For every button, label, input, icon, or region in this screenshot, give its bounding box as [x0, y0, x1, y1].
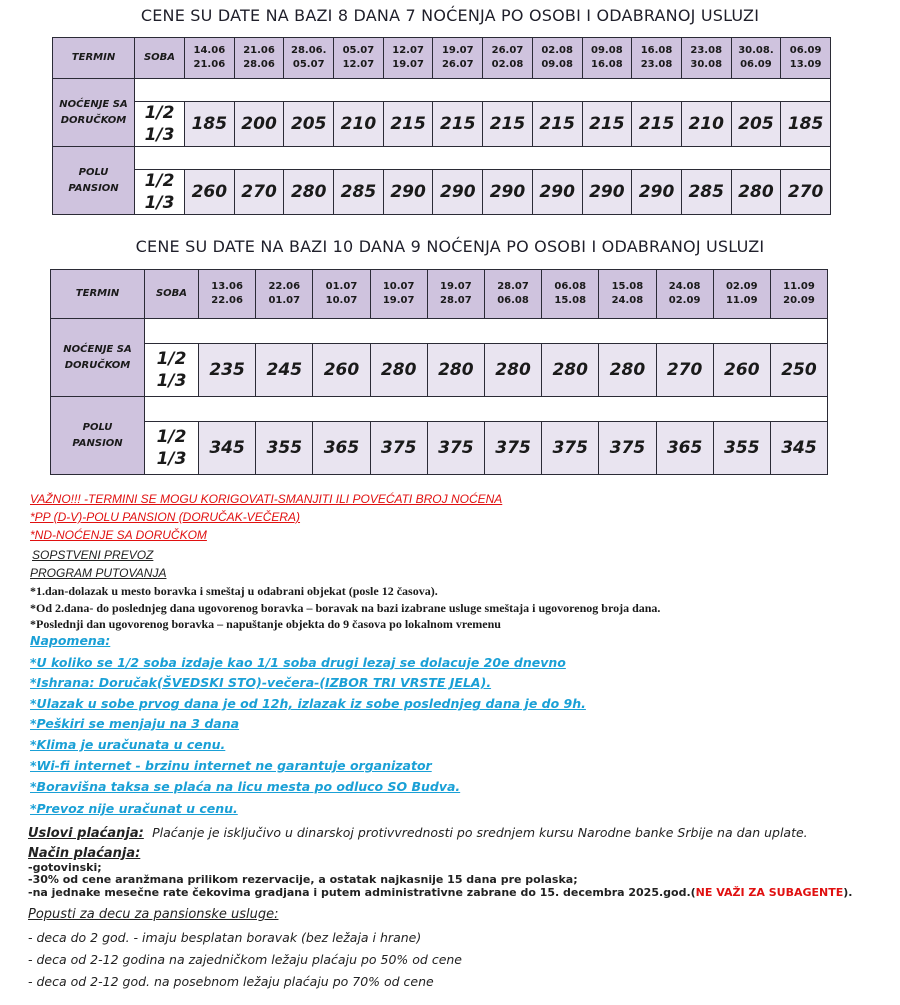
price-cell: 280	[370, 344, 427, 397]
price-cell: 280	[599, 344, 656, 397]
payment-terms-text: Plaćanje je isključivo u dinarskoj protivvrednosti po srednjem kursu Narodne banke Srbije na dan uplate.	[152, 825, 808, 840]
half-board-label: POLU PANSION	[53, 147, 135, 215]
napomena-item: *Boravišna taksa se plaća na licu mesta po odluco SO Budva.	[30, 779, 461, 794]
price-cell: 365	[656, 422, 713, 475]
spacer-cell	[145, 319, 828, 344]
room-type-cell: 1/2 1/3	[145, 344, 199, 397]
napomena-title: Napomena:	[30, 633, 111, 648]
price-cell: 345	[770, 422, 827, 475]
price-cell: 260	[313, 344, 370, 397]
discounts-title: Popusti za decu za pansionske usluge:	[28, 907, 279, 922]
price-cell: 290	[383, 170, 433, 215]
spacer-cell	[145, 397, 828, 422]
price-cell: 270	[781, 170, 831, 215]
napomena-item: *Prevoz nije uračunat u cenu.	[30, 801, 238, 816]
payment-method-line: -gotovinski;	[28, 861, 102, 874]
note-important: VAŽNO!!! -TERMINI SE MOGU KORIGOVATI-SMANJITI ILI POVEĆATI BROJ NOĆENA	[30, 492, 503, 506]
price-cell: 375	[484, 422, 541, 475]
price-cell: 375	[599, 422, 656, 475]
date-range-header: 02.08 09.08	[532, 38, 582, 79]
table2-title: CENE SU DATE NA BAZI 10 DANA 9 NOĆENJA PO OSOBI I ODABRANOJ USLUZI	[135, 237, 765, 256]
napomena-item: *Wi-fi internet - brzinu internet ne garantuje organizator	[30, 758, 432, 773]
price-cell: 290	[582, 170, 632, 215]
price-cell: 355	[256, 422, 313, 475]
date-range-header: 26.07 02.08	[483, 38, 533, 79]
termin-header: TERMIN	[51, 270, 145, 319]
date-range-header: 30.08. 06.09	[731, 38, 781, 79]
price-cell: 210	[334, 102, 384, 147]
date-range-header: 13.06 22.06	[199, 270, 256, 319]
date-range-header: 22.06 01.07	[256, 270, 313, 319]
price-cell: 215	[433, 102, 483, 147]
date-range-header: 28.07 06.08	[484, 270, 541, 319]
termin-header: TERMIN	[53, 38, 135, 79]
date-range-header: 10.07 19.07	[370, 270, 427, 319]
subagent-warning: NE VAŽI ZA SUBAGENTE	[695, 886, 844, 899]
price-table-8-days	[52, 37, 831, 215]
price-cell: 280	[731, 170, 781, 215]
date-range-header: 06.08 15.08	[542, 270, 599, 319]
transport-note: SOPSTVENI PREVOZ	[32, 548, 154, 562]
price-cell: 185	[185, 102, 235, 147]
date-range-header: 24.08 02.09	[656, 270, 713, 319]
date-range-header: 01.07 10.07	[313, 270, 370, 319]
napomena-item: *Peškiri se menjaju na 3 dana	[30, 716, 240, 731]
date-range-header: 14.06 21.06	[185, 38, 235, 79]
price-cell: 270	[656, 344, 713, 397]
date-range-header: 23.08 30.08	[681, 38, 731, 79]
payment-method-title: Način plaćanja:	[28, 846, 141, 861]
price-cell: 215	[483, 102, 533, 147]
price-cell: 270	[234, 170, 284, 215]
date-range-header: 15.08 24.08	[599, 270, 656, 319]
soba-header: SOBA	[145, 270, 199, 319]
price-cell: 205	[731, 102, 781, 147]
price-cell: 250	[770, 344, 827, 397]
price-cell: 215	[532, 102, 582, 147]
price-cell: 375	[427, 422, 484, 475]
price-cell: 290	[483, 170, 533, 215]
price-cell: 215	[632, 102, 682, 147]
napomena-item: *U koliko se 1/2 soba izdaje kao 1/1 soba drugi lezaj se dolacuje 20e dnevno	[30, 655, 566, 670]
date-range-header: 05.07 12.07	[334, 38, 384, 79]
date-range-header: 21.06 28.06	[234, 38, 284, 79]
note-bed-breakfast: *ND-NOĆENJE SA DORUČKOM	[30, 528, 207, 542]
date-range-header: 16.08 23.08	[632, 38, 682, 79]
date-range-header: 12.07 19.07	[383, 38, 433, 79]
price-cell: 375	[370, 422, 427, 475]
note-half-board: *PP (D-V)-POLU PANSION (DORUČAK-VEČERA)	[30, 510, 301, 524]
price-table-10-days	[50, 269, 828, 475]
room-type-cell: 1/2 1/3	[145, 422, 199, 475]
program-line: *Poslednji dan ugovorenog boravka – napuštanje objekta do 9 časova po lokalnom vremenu	[30, 617, 501, 631]
date-range-header: 02.09 11.09	[713, 270, 770, 319]
price-cell: 235	[199, 344, 256, 397]
price-cell: 215	[383, 102, 433, 147]
payment-terms	[28, 825, 808, 841]
price-cell: 215	[582, 102, 632, 147]
price-cell: 260	[185, 170, 235, 215]
price-cell: 345	[199, 422, 256, 475]
price-cell: 280	[484, 344, 541, 397]
price-cell: 185	[781, 102, 831, 147]
date-range-header: 28.06. 05.07	[284, 38, 334, 79]
payment-method-line: -na jednake mesečne rate čekovima gradjana i putem administrativne zabrane do 15. decembra 2025.god.(NE VAŽI ZA SUBAGENTE).	[28, 886, 853, 899]
price-cell: 355	[713, 422, 770, 475]
room-type-cell: 1/2 1/3	[135, 170, 185, 215]
price-cell: 280	[427, 344, 484, 397]
half-board-label: POLU PANSION	[51, 397, 145, 475]
date-range-header: 19.07 26.07	[433, 38, 483, 79]
price-cell: 290	[632, 170, 682, 215]
price-cell: 205	[284, 102, 334, 147]
date-range-header: 06.09 13.09	[781, 38, 831, 79]
napomena-item: *Klima je uračunata u cenu.	[30, 737, 226, 752]
price-cell: 285	[334, 170, 384, 215]
spacer-cell	[135, 79, 831, 102]
room-type-cell: 1/2 1/3	[135, 102, 185, 147]
payment-method-line: -30% od cene aranžmana prilikom rezervacije, a ostatak najkasnije 15 dana pre polaska;	[28, 873, 578, 886]
discount-item: - deca do 2 god. - imaju besplatan boravak (bez ležaja i hrane)	[28, 930, 422, 945]
discount-item: - deca od 2-12 god. na posebnom ležaju plaćaju po 70% od cene	[28, 974, 434, 989]
price-cell: 280	[542, 344, 599, 397]
bed-breakfast-label: NOĆENJE SA DORUČKOM	[53, 79, 135, 147]
price-cell: 365	[313, 422, 370, 475]
date-range-header: 09.08 16.08	[582, 38, 632, 79]
price-cell: 210	[681, 102, 731, 147]
price-cell: 375	[542, 422, 599, 475]
program-line: *Od 2.dana- do poslednjeg dana ugovorenog boravka – boravak na bazi izabrane usluge smeštaja i ugovorenog broja dana.	[30, 601, 661, 615]
price-cell: 260	[713, 344, 770, 397]
price-cell: 245	[256, 344, 313, 397]
price-cell: 290	[433, 170, 483, 215]
program-title: PROGRAM PUTOVANJA	[30, 566, 167, 580]
spacer-cell	[135, 147, 831, 170]
napomena-item: *Ulazak u sobe prvog dana je od 12h, izlazak iz sobe poslednjeg dana je do 9h.	[30, 696, 586, 711]
price-cell: 285	[681, 170, 731, 215]
payment-terms-label: Uslovi plaćanja:	[28, 826, 144, 841]
price-cell: 200	[234, 102, 284, 147]
soba-header: SOBA	[135, 38, 185, 79]
date-range-header: 19.07 28.07	[427, 270, 484, 319]
table1-title: CENE SU DATE NA BAZI 8 DANA 7 NOĆENJA PO OSOBI I ODABRANOJ USLUZI	[140, 6, 760, 25]
program-line: *1.dan-dolazak u mesto boravka i smeštaj u odabrani objekat (posle 12 časova).	[30, 584, 438, 598]
date-range-header: 11.09 20.09	[770, 270, 827, 319]
napomena-item: *Ishrana: Doručak(ŠVEDSKI STO)-večera-(IZBOR TRI VRSTE JELA).	[30, 675, 492, 690]
price-cell: 280	[284, 170, 334, 215]
price-cell: 290	[532, 170, 582, 215]
bed-breakfast-label: NOĆENJE SA DORUČKOM	[51, 319, 145, 397]
discount-item: - deca od 2-12 godina na zajedničkom ležaju plaćaju po 50% od cene	[28, 952, 463, 967]
